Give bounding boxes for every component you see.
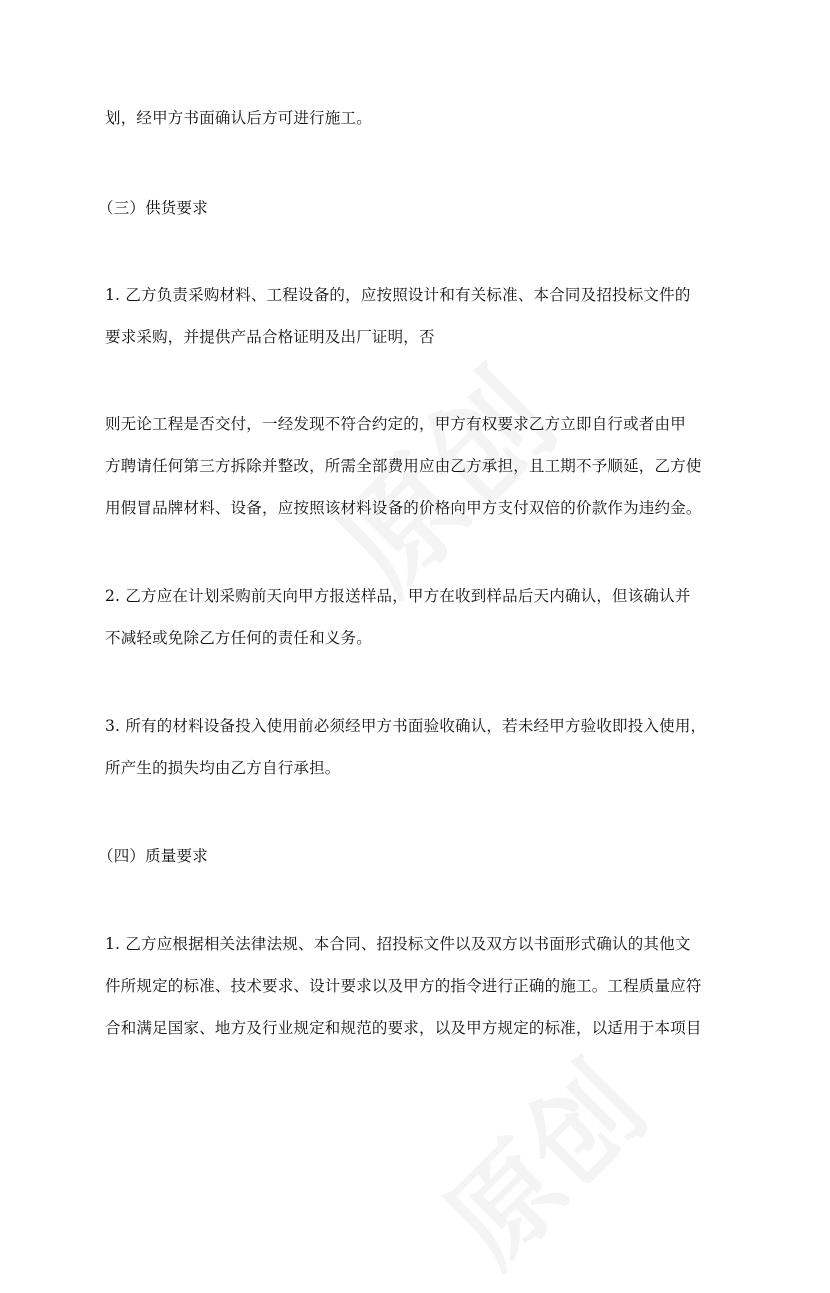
paragraph-line: 2. 乙方应在计划采购前天向甲方报送样品，甲方在收到样品后天内确认，但该确认并: [105, 587, 691, 605]
watermark: [406, 1025, 673, 1292]
watermark: [294, 330, 585, 621]
paragraph-line: 要求采购，并提供产品合格证明及出厂证明，否: [105, 328, 435, 346]
paragraph-line: 则无论工程是否交付，一经发现不符合约定的，甲方有权要求乙方立即自行或者由甲: [105, 415, 686, 433]
section-heading-supply: （三）供货要求: [98, 199, 208, 217]
paragraph-line: 3. 所有的材料设备投入使用前必须经甲方书面验收确认，若未经甲方验收即投入使用，: [105, 717, 707, 735]
paragraph-line: 用假冒品牌材料、设备，应按照该材料设备的价格向甲方支付双倍的价款作为违约金。: [105, 499, 702, 517]
paragraph-line: 方聘请任何第三方拆除并整改，所需全部费用应由乙方承担，且工期不予顺延，乙方使: [105, 457, 702, 475]
paragraph-line: 合和满足国家、地方及行业规定和规范的要求，以及甲方规定的标准，以适用于本项目: [105, 1019, 702, 1037]
paragraph-line: 1. 乙方负责采购材料、工程设备的，应按照设计和有关标准、本合同及招投标文件的: [105, 286, 691, 304]
paragraph-line: 1. 乙方应根据相关法律法规、本合同、招投标文件以及双方以书面形式确认的其他文: [105, 935, 691, 953]
paragraph-line: 所产生的损失均由乙方自行承担。: [105, 759, 341, 777]
section-heading-quality: （四）质量要求: [98, 847, 208, 865]
paragraph-line: 件所规定的标准、技术要求、设计要求以及甲方的指令进行正确的施工。工程质量应符: [105, 977, 702, 995]
paragraph-line: 不减轻或免除乙方任何的责任和义务。: [105, 629, 372, 647]
paragraph-line: 划，经甲方书面确认后方可进行施工。: [105, 109, 372, 127]
